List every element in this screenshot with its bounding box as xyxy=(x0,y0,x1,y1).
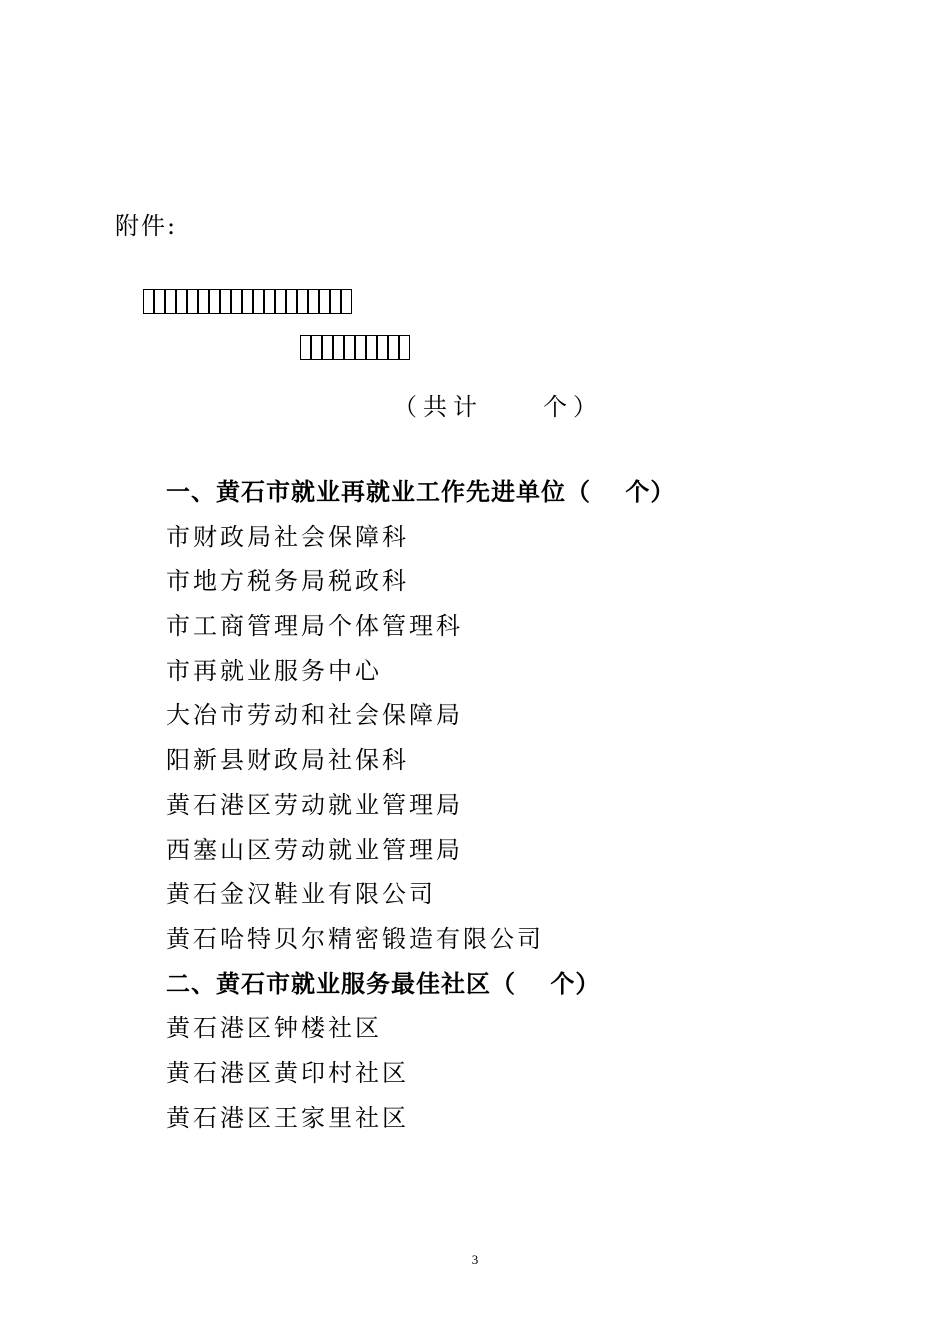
document-title-line-2 xyxy=(300,335,410,360)
list-item: 黄石港区黄印村社区 xyxy=(166,1058,409,1087)
missing-glyph-box xyxy=(355,335,366,360)
list-item: 黄石金汉鞋业有限公司 xyxy=(166,880,436,909)
total-count-line: （共计 个） xyxy=(393,393,603,421)
missing-glyph-box xyxy=(377,335,388,360)
missing-glyph-box xyxy=(322,335,333,360)
list-item: 市再就业服务中心 xyxy=(166,656,382,685)
list-item: 黄石港区钟楼社区 xyxy=(166,1014,382,1043)
missing-glyph-box xyxy=(187,289,198,314)
section-heading-1: 一、黄石市就业再就业工作先进单位（ 个） xyxy=(166,478,676,506)
list-item: 市财政局社会保障科 xyxy=(166,522,409,551)
attachment-label: 附件: xyxy=(115,212,178,240)
missing-glyph-box xyxy=(333,335,344,360)
page-number: 3 xyxy=(471,1252,479,1267)
missing-glyph-box xyxy=(399,335,410,360)
missing-glyph-box xyxy=(366,335,377,360)
missing-glyph-box xyxy=(344,335,355,360)
missing-glyph-box xyxy=(286,289,297,314)
list-item: 大冶市劳动和社会保障局 xyxy=(166,701,463,730)
award-list xyxy=(166,470,906,1140)
list-item: 黄石哈特贝尔精密锻造有限公司 xyxy=(166,924,544,953)
list-item: 市地方税务局税政科 xyxy=(166,567,409,596)
document-title-line-1 xyxy=(143,289,352,314)
missing-glyph-box xyxy=(297,289,308,314)
missing-glyph-box xyxy=(209,289,220,314)
missing-glyph-box xyxy=(388,335,399,360)
missing-glyph-box xyxy=(154,289,165,314)
list-item: 阳新县财政局社保科 xyxy=(166,746,409,775)
list-item: 黄石港区劳动就业管理局 xyxy=(166,790,463,819)
missing-glyph-box xyxy=(311,335,322,360)
missing-glyph-box xyxy=(198,289,209,314)
missing-glyph-box xyxy=(300,335,311,360)
missing-glyph-box xyxy=(308,289,319,314)
missing-glyph-box xyxy=(176,289,187,314)
missing-glyph-box xyxy=(231,289,242,314)
missing-glyph-box xyxy=(275,289,286,314)
missing-glyph-box xyxy=(319,289,330,314)
list-item: 市工商管理局个体管理科 xyxy=(166,612,463,641)
missing-glyph-box xyxy=(264,289,275,314)
missing-glyph-box xyxy=(165,289,176,314)
missing-glyph-box xyxy=(220,289,231,314)
missing-glyph-box xyxy=(341,289,352,314)
list-item: 黄石港区王家里社区 xyxy=(166,1103,409,1132)
missing-glyph-box xyxy=(242,289,253,314)
missing-glyph-box xyxy=(253,289,264,314)
section-heading-2: 二、黄石市就业服务最佳社区（ 个） xyxy=(166,969,601,998)
missing-glyph-box xyxy=(143,289,154,314)
missing-glyph-box xyxy=(330,289,341,314)
list-item: 西塞山区劳动就业管理局 xyxy=(166,835,463,864)
